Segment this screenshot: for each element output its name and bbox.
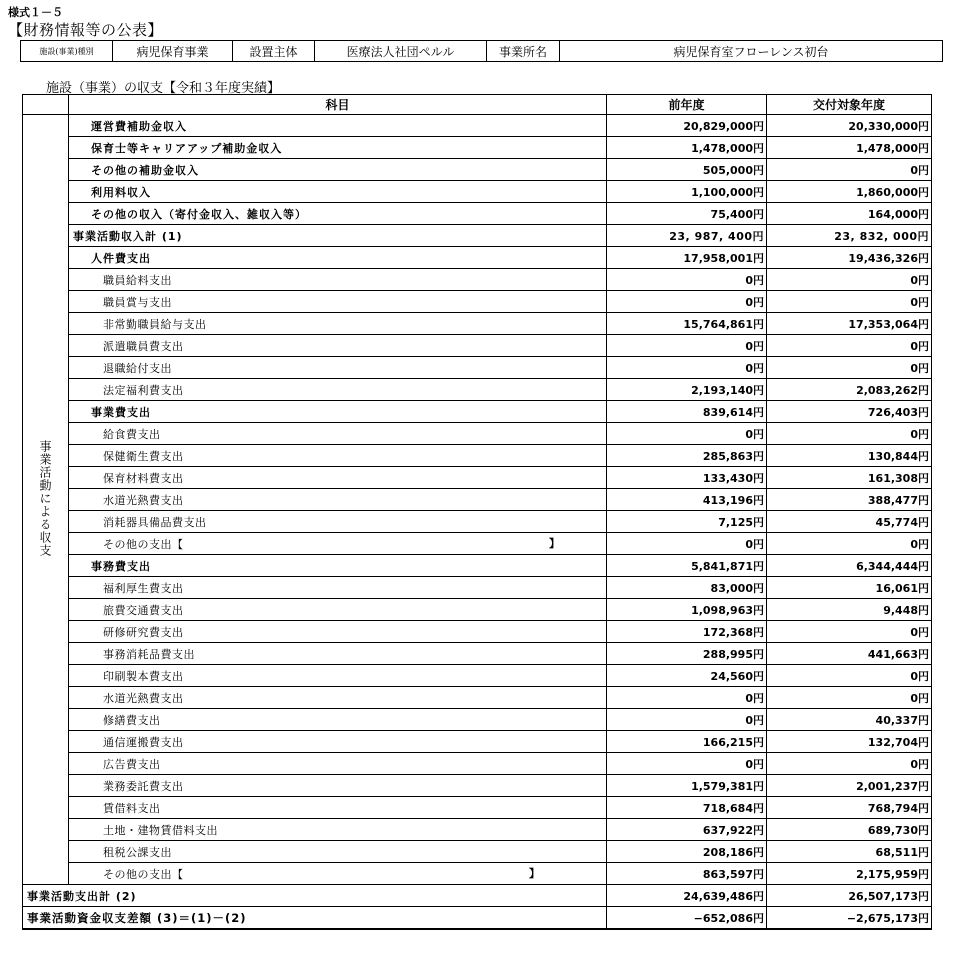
target-year-value: 1,860,000円 (767, 181, 932, 203)
row-subject (69, 511, 607, 533)
header-target-year: 交付対象年度 (767, 95, 932, 115)
closing-bracket: 】 (529, 867, 541, 880)
row-subject (69, 863, 607, 885)
row-subject (69, 225, 607, 247)
target-year-value: 45,774円 (767, 511, 932, 533)
target-year-value: 2,083,262円 (767, 379, 932, 401)
row-subject-text: 広告費支出 (103, 757, 161, 771)
row-subject-text: 研修研究費支出 (103, 625, 184, 639)
previous-year-value: 1,100,000円 (607, 181, 767, 203)
row-subject (23, 907, 607, 930)
previous-year-value: 2,193,140円 (607, 379, 767, 401)
previous-year-value: 718,684円 (607, 797, 767, 819)
previous-year-value: 0円 (607, 423, 767, 445)
target-year-value: 0円 (767, 357, 932, 379)
row-subject-text: 水道光熱費支出 (103, 691, 184, 705)
closing-bracket: 】 (549, 537, 561, 550)
row-subject (69, 247, 607, 269)
target-year-value: 0円 (767, 423, 932, 445)
table-row (23, 489, 932, 511)
table-row (23, 247, 932, 269)
section-title: 施設（事業）の収支【令和３年度実績】 (46, 81, 281, 96)
row-subject (69, 357, 607, 379)
previous-year-value: 24,639,486円 (607, 885, 767, 907)
row-subject-text: 事業活動資金収支差額 (3)＝(1)－(2) (27, 910, 247, 925)
previous-year-value: 0円 (607, 335, 767, 357)
row-subject-text: 土地・建物賃借料支出 (103, 823, 218, 837)
previous-year-value: 166,215円 (607, 731, 767, 753)
row-subject (69, 401, 607, 423)
target-year-value: 0円 (767, 291, 932, 313)
table-row (23, 577, 932, 599)
income-expenditure-table (22, 94, 932, 930)
row-subject (69, 445, 607, 467)
previous-year-value: 0円 (607, 291, 767, 313)
target-year-value: 0円 (767, 665, 932, 687)
row-subject-text: 印刷製本費支出 (103, 669, 184, 683)
row-subject-text: 福利厚生費支出 (103, 581, 184, 595)
previous-year-value: 20,829,000円 (607, 115, 767, 137)
row-subject (69, 181, 607, 203)
previous-year-value: 17,958,001円 (607, 247, 767, 269)
row-subject-text: 賃借料支出 (103, 801, 161, 815)
target-year-value: 1,478,000円 (767, 137, 932, 159)
target-year-value: 0円 (767, 621, 932, 643)
target-year-value: 0円 (767, 533, 932, 555)
table-row (23, 335, 932, 357)
form-number: 様式１－５ (8, 6, 63, 19)
row-subject-text: 水道光熱費支出 (103, 493, 184, 507)
target-year-value: 6,344,444円 (767, 555, 932, 577)
row-subject (69, 621, 607, 643)
table-row (23, 665, 932, 687)
owner-value: 医療法人社団ペルル (315, 41, 487, 62)
row-subject (69, 709, 607, 731)
row-subject-text: 事務費支出 (91, 559, 151, 573)
row-subject-text: 事業活動収入計 (1) (73, 229, 183, 243)
table-row (23, 797, 932, 819)
office-name-value: 病児保育室フローレンス初台 (560, 41, 943, 62)
row-subject (69, 819, 607, 841)
row-subject (69, 379, 607, 401)
row-subject (69, 797, 607, 819)
row-subject (69, 291, 607, 313)
previous-year-value: 285,863円 (607, 445, 767, 467)
table-row (23, 159, 932, 181)
header-previous-year: 前年度 (607, 95, 767, 115)
target-year-value: 26,507,173円 (767, 885, 932, 907)
row-subject-text: 給食費支出 (103, 427, 161, 441)
target-year-value: 0円 (767, 753, 932, 775)
row-subject (69, 159, 607, 181)
previous-year-value: 1,098,963円 (607, 599, 767, 621)
office-name-label: 事業所名 (487, 41, 560, 62)
row-subject-text: 修繕費支出 (103, 713, 161, 727)
previous-year-value: 15,764,861円 (607, 313, 767, 335)
header-subject: 科目 (69, 95, 607, 115)
facility-type-label: 施設(事業)種別 (21, 41, 113, 62)
row-subject-text: 運営費補助金収入 (91, 119, 187, 133)
previous-year-value: 1,478,000円 (607, 137, 767, 159)
table-row (23, 137, 932, 159)
row-subject (23, 885, 607, 907)
row-subject-text: その他の収入（寄付金収入、雑収入等） (91, 207, 307, 221)
previous-year-value: 208,186円 (607, 841, 767, 863)
target-year-value: 2,175,959円 (767, 863, 932, 885)
target-year-value: 161,308円 (767, 467, 932, 489)
table-row (23, 555, 932, 577)
target-year-value: 0円 (767, 335, 932, 357)
target-year-value: 768,794円 (767, 797, 932, 819)
table-row (23, 885, 932, 907)
previous-year-value: 0円 (607, 269, 767, 291)
target-year-value: 726,403円 (767, 401, 932, 423)
previous-year-value: 83,000円 (607, 577, 767, 599)
row-subject-text: その他の支出【 (103, 867, 184, 881)
previous-year-value: 0円 (607, 533, 767, 555)
previous-year-value: 0円 (607, 357, 767, 379)
row-subject (69, 335, 607, 357)
previous-year-value: 0円 (607, 709, 767, 731)
table-row (23, 907, 932, 930)
table-row (23, 423, 932, 445)
target-year-value: 17,353,064円 (767, 313, 932, 335)
previous-year-value: 7,125円 (607, 511, 767, 533)
table-row (23, 533, 932, 555)
target-year-value: 689,730円 (767, 819, 932, 841)
row-subject-text: 業務委託費支出 (103, 779, 184, 793)
target-year-value: 2,001,237円 (767, 775, 932, 797)
target-year-value: 20,330,000円 (767, 115, 932, 137)
header-row (23, 95, 932, 115)
target-year-value: −2,675,173円 (767, 907, 932, 930)
previous-year-value: 863,597円 (607, 863, 767, 885)
previous-year-value: 0円 (607, 687, 767, 709)
row-subject (69, 555, 607, 577)
table-row (23, 115, 932, 137)
previous-year-value: 75,400円 (607, 203, 767, 225)
row-subject (69, 599, 607, 621)
row-subject-text: 消耗器具備品費支出 (103, 515, 207, 529)
table-row (23, 731, 932, 753)
table-row (23, 841, 932, 863)
target-year-value: 9,448円 (767, 599, 932, 621)
table-row (23, 269, 932, 291)
previous-year-value: 133,430円 (607, 467, 767, 489)
previous-year-value: 413,196円 (607, 489, 767, 511)
row-subject (69, 841, 607, 863)
row-subject-text: 職員賞与支出 (103, 295, 172, 309)
table-row (23, 181, 932, 203)
row-subject (69, 467, 607, 489)
previous-year-value: 1,579,381円 (607, 775, 767, 797)
row-subject (69, 269, 607, 291)
row-subject (69, 731, 607, 753)
target-year-value: 164,000円 (767, 203, 932, 225)
table-row (23, 467, 932, 489)
row-subject (69, 203, 607, 225)
target-year-value: 0円 (767, 687, 932, 709)
table-row (23, 687, 932, 709)
table-row (23, 313, 932, 335)
table-row (23, 511, 932, 533)
row-subject-text: 通信運搬費支出 (103, 735, 184, 749)
table-row (23, 819, 932, 841)
table-row (23, 357, 932, 379)
row-subject-text: 事業費支出 (91, 405, 151, 419)
side-category-label (23, 115, 69, 885)
target-year-value: 40,337円 (767, 709, 932, 731)
table-row (23, 643, 932, 665)
row-subject (69, 753, 607, 775)
row-subject (69, 665, 607, 687)
row-subject-text: 租税公課支出 (103, 845, 172, 859)
table-row (23, 621, 932, 643)
row-subject-text: 派遣職員費支出 (103, 339, 184, 353)
row-subject (69, 533, 607, 555)
row-subject-text: 法定福利費支出 (103, 383, 184, 397)
table-row (23, 445, 932, 467)
document-title: 【財務情報等の公表】 (8, 21, 164, 39)
previous-year-value: 172,368円 (607, 621, 767, 643)
row-subject (69, 423, 607, 445)
table-row (23, 709, 932, 731)
target-year-value: 23, 832, 000円 (767, 225, 932, 247)
target-year-value: 0円 (767, 159, 932, 181)
table-row (23, 863, 932, 885)
row-subject-text: 保健衛生費支出 (103, 449, 184, 463)
table-row (23, 401, 932, 423)
table-row (23, 203, 932, 225)
facility-type-value: 病児保育事業 (113, 41, 233, 62)
row-subject-text: 職員給料支出 (103, 273, 172, 287)
row-subject-text: その他の支出【 (103, 537, 184, 551)
row-subject-text: 保育材料費支出 (103, 471, 184, 485)
side-category-text: 事業活動による収支 (38, 439, 52, 557)
previous-year-value: −652,086円 (607, 907, 767, 930)
previous-year-value: 839,614円 (607, 401, 767, 423)
table-row (23, 379, 932, 401)
row-subject-text: 事業活動支出計 (2) (27, 889, 137, 903)
table-row (23, 291, 932, 313)
row-subject-text: その他の補助金収入 (91, 163, 199, 177)
previous-year-value: 505,000円 (607, 159, 767, 181)
row-subject-text: 人件費支出 (91, 251, 151, 265)
table-row (23, 225, 932, 247)
row-subject (69, 687, 607, 709)
target-year-value: 16,061円 (767, 577, 932, 599)
table-row (23, 599, 932, 621)
row-subject-text: 旅費交通費支出 (103, 603, 184, 617)
previous-year-value: 288,995円 (607, 643, 767, 665)
owner-label: 設置主体 (233, 41, 315, 62)
row-subject (69, 115, 607, 137)
row-subject (69, 313, 607, 335)
target-year-value: 130,844円 (767, 445, 932, 467)
row-subject (69, 775, 607, 797)
row-subject-text: 非常勤職員給与支出 (103, 317, 207, 331)
row-subject-text: 利用料収入 (91, 185, 151, 199)
table-row (23, 775, 932, 797)
row-subject-text: 保育士等キャリアアップ補助金収入 (91, 141, 283, 155)
row-subject (69, 577, 607, 599)
previous-year-value: 23, 987, 400円 (607, 225, 767, 247)
table-row (23, 753, 932, 775)
previous-year-value: 24,560円 (607, 665, 767, 687)
row-subject (69, 489, 607, 511)
row-subject-text: 退職給付支出 (103, 361, 172, 375)
previous-year-value: 637,922円 (607, 819, 767, 841)
target-year-value: 441,663円 (767, 643, 932, 665)
target-year-value: 388,477円 (767, 489, 932, 511)
row-subject (69, 643, 607, 665)
target-year-value: 68,511円 (767, 841, 932, 863)
previous-year-value: 0円 (607, 753, 767, 775)
row-subject (69, 137, 607, 159)
facility-info-table (20, 40, 943, 62)
header-corner (23, 95, 69, 115)
target-year-value: 132,704円 (767, 731, 932, 753)
target-year-value: 19,436,326円 (767, 247, 932, 269)
target-year-value: 0円 (767, 269, 932, 291)
previous-year-value: 5,841,871円 (607, 555, 767, 577)
row-subject-text: 事務消耗品費支出 (103, 647, 195, 661)
